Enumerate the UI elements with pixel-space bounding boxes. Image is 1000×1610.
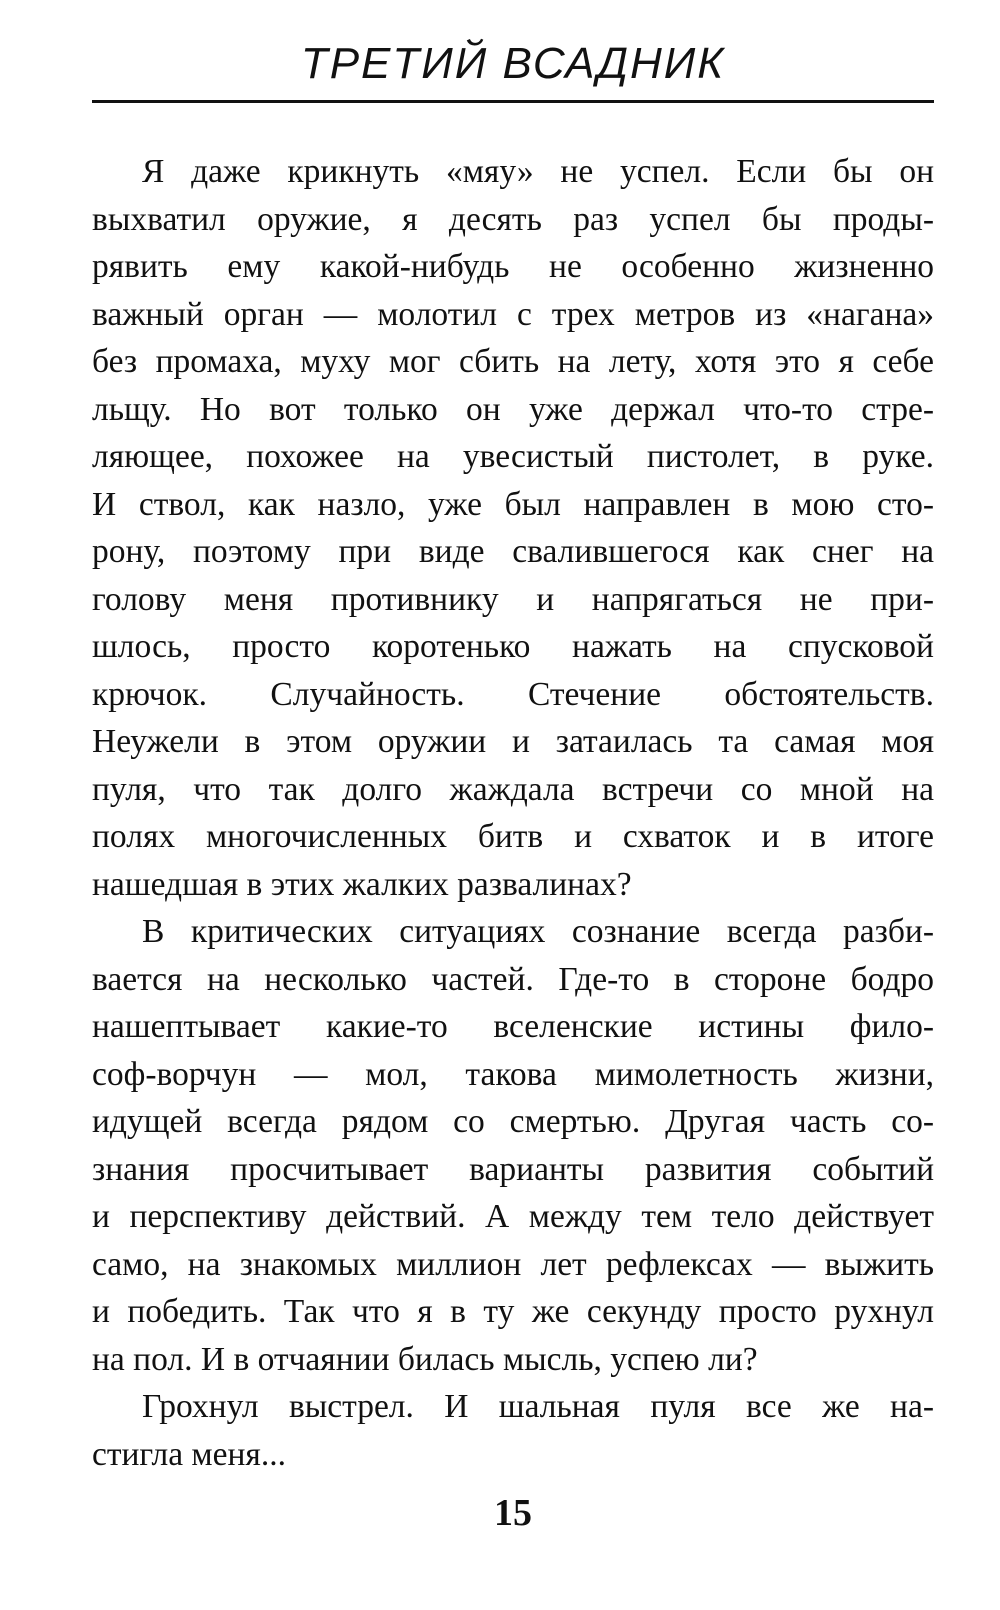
text-line: В критических ситуациях сознание всегда разби-	[142, 913, 934, 950]
text-line: на пол. И в отчаянии билась мысль, успею ли?	[92, 1340, 758, 1378]
text-line: и перспективу действий. А между тем тело действует	[92, 1198, 934, 1235]
text-line: крючок. Случайность. Стечение обстоятельств.	[92, 675, 934, 713]
body-text	[92, 148, 934, 1478]
text-line: рявить ему какой-нибудь не особенно жизненно	[92, 248, 934, 285]
text-line: нашедшая в этих жалких развалинах?	[92, 865, 632, 903]
text-line: Грохнул выстрел. И шальная пуля все же на-	[142, 1388, 934, 1425]
text-line: Я даже крикнуть «мяу» не успел. Если бы он	[142, 153, 934, 190]
text-line: Неужели в этом оружии и затаилась та самая моя	[92, 723, 934, 760]
text-line: И ствол, как назло, уже был направлен в мою сто-	[92, 485, 934, 523]
text-line: само, на знакомых миллион лет рефлексах — выжить	[92, 1245, 934, 1283]
header-rule	[92, 100, 934, 103]
text-line: рону, поэтому при виде свалившегося как снег на	[92, 533, 934, 570]
text-line: стигла меня...	[92, 1435, 286, 1473]
text-line: без промаха, муху мог сбить на лету, хотя это я себе	[92, 343, 934, 380]
text-line: шлось, просто коротенько нажать на спусковой	[92, 628, 934, 665]
text-line: идущей всегда рядом со смертью. Другая часть со-	[92, 1103, 934, 1140]
text-line: пуля, что так долго жаждала встречи со мной на	[92, 770, 934, 808]
text-line: льщу. Но вот только он уже держал что-то стре-	[92, 390, 934, 428]
text-line: нашептывает какие-то вселенские истины фило-	[92, 1008, 934, 1045]
text-line: важный орган — молотил с трех метров из «нагана»	[92, 295, 934, 333]
text-line: соф-ворчун — мол, такова мимолетность жизни,	[92, 1055, 934, 1093]
page-number: 15	[494, 1492, 532, 1534]
text-line: голову меня противнику и напрягаться не при-	[92, 580, 934, 618]
text-line: знания просчитывает варианты развития событий	[92, 1150, 934, 1188]
text-line: ляющее, похожее на увесистый пистолет, в руке.	[92, 438, 934, 475]
text-line: и победить. Так что я в ту же секунду просто рухнул	[92, 1293, 934, 1330]
text-line: выхватил оружие, я десять раз успел бы проды-	[92, 200, 934, 238]
running-head-title: ТРЕТИЙ ВСАДНИК	[300, 39, 726, 88]
text-line: вается на несколько частей. Где-то в стороне бодро	[92, 960, 934, 998]
text-line: полях многочисленных битв и схваток и в итоге	[92, 818, 934, 855]
